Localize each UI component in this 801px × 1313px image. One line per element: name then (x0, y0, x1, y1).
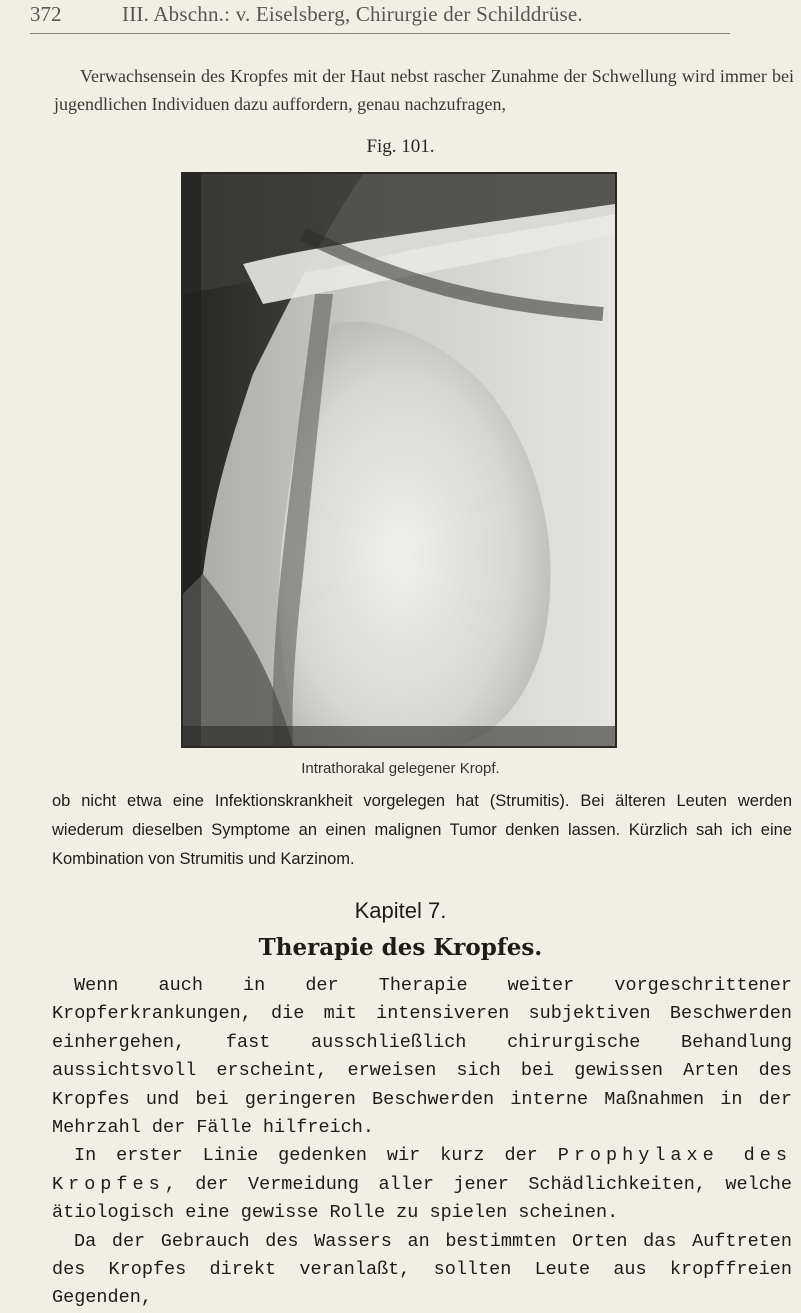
header-rule (30, 33, 730, 34)
page-number: 372 (30, 2, 62, 26)
running-header (30, 2, 760, 34)
figure-caption: Intrathorakal gelegener Kropf. (301, 760, 500, 777)
intro-paragraph-text: Verwachsensein des Kropfes mit der Haut nebst rascher Zunahme der Schwellung wird immer bei jugendlichen Individuen dazu auffordern, genau nachzufragen, (54, 66, 794, 114)
paragraph-3 (52, 1142, 792, 1227)
body-text (52, 972, 792, 1313)
xray-figure (181, 172, 617, 748)
emphasis-prophylaxe: Prophylaxe des Kropfes (52, 1145, 792, 1195)
chapter-number: Kapitel 7. (354, 898, 447, 923)
paragraph-4 (52, 1228, 792, 1313)
paragraph-1: ob nicht etwa eine Infektionskrankheit vorgelegen hat (Strumitis). Bei älteren Leuten werden wiederum dieselben Symptome an einen malignen Tumor denken lassen. Kürzlich sah ich eine Kombination von Strumitis und Karzinom. (52, 792, 792, 868)
paragraph-3-after: , der Vermeidung aller jener Schädlichkeiten, welche ätiologisch eine gewisse Rolle zu spielen scheinen. (52, 1173, 792, 1224)
paragraph-3-before: In erster Linie gedenken wir kurz der (74, 1145, 538, 1167)
paragraph-2 (52, 972, 792, 1142)
xray-image (183, 174, 615, 746)
paragraph-4-text: Da der Gebrauch des Wassers an bestimmten Orten das Auftreten des Kropfes direkt veranlaßt, sollten Leute aus kropffreien Gegenden, (52, 1230, 792, 1309)
figure-label: Fig. 101. (366, 136, 435, 157)
chapter-title: Therapie des Kropfes. (258, 934, 543, 961)
running-title: III. Abschn.: v. Eiselsberg, Chirurgie der Schilddrüse. (122, 2, 583, 26)
paragraph-2-text: Wenn auch in der Therapie weiter vorgeschrittener Kropferkrankungen, die mit intensiveren subjektiven Beschwerden einhergehen, fast ausschließlich chirurgische Behandlung aussichtsvoll erscheint, erweisen sich bei gewissen Arten des Kropfes und bei geringeren Beschwerden interne Maßnahmen in der Mehrzahl der Fälle hilfreich. (52, 975, 792, 1139)
intro-paragraph (54, 62, 794, 118)
